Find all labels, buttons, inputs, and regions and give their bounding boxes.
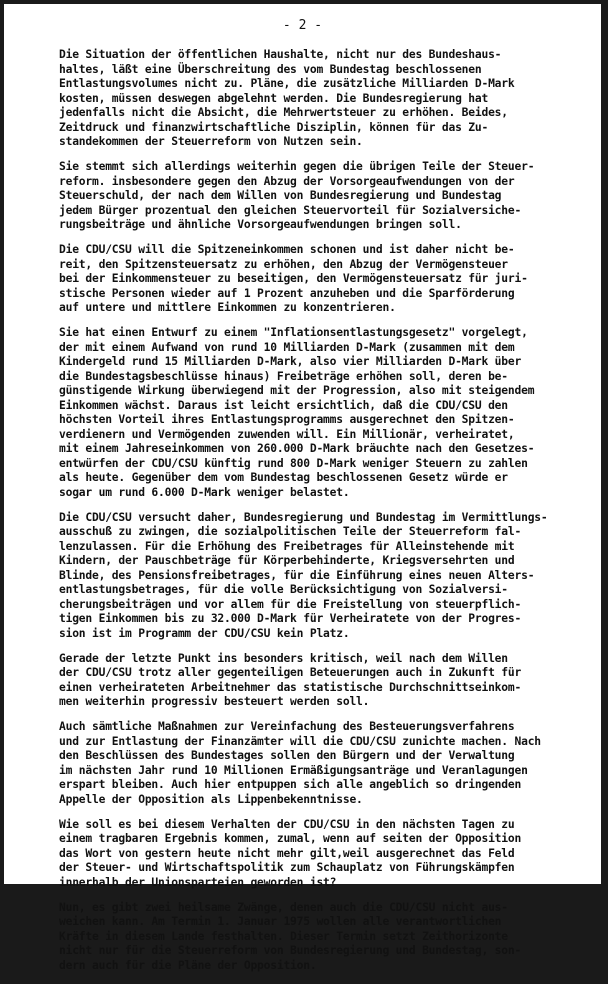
- text-line: und zur Entlastung der Finanzämter will die CDU/CSU zunichte machen. Nach: [59, 734, 541, 748]
- text-line: reform. insbesondere gegen den Abzug der Vorsorgeaufwendungen von der: [59, 174, 515, 188]
- text-line: Die CDU/CSU will die Spitzeneinkommen schonen und ist daher nicht be-: [59, 243, 515, 256]
- text-line: Zeitdruck und finanzwirtschaftliche Disziplin, können für das Zu-: [59, 120, 489, 134]
- text-line: Steuerschuld, der nach dem Willen von Bundesregierung und Bundestag: [59, 189, 502, 202]
- text-line: rungsbeiträge und ähnliche Vorsorgeaufwendungen bringen soll.: [59, 218, 462, 231]
- text-line: der CDU/CSU trotz aller gegenteiligen Beteuerungen auch in Zukunft für: [59, 666, 522, 679]
- text-line: Wie soll es bei diesem Verhalten der CDU/CSU in den nächsten Tagen zu: [59, 817, 515, 831]
- text-line: höchsten Vorteil ihres Entlastungsprogramms ausgerechnet den Spitzen-: [59, 413, 515, 426]
- paragraph: [59, 243, 579, 316]
- text-line: Die CDU/CSU versucht daher, Bundesregierung und Bundestag im Vermittlungs-: [59, 510, 548, 524]
- text-line: Nun, es gibt zwei heilsame Zwänge, denen auch die CDU/CSU nicht aus-: [59, 900, 508, 914]
- text-line: Kräfte in diesem Lande festhalten. Dieser Termin setzt Zeithorizonte: [59, 929, 508, 943]
- text-line: einem tragbaren Ergebnis kommen, zumal, wenn auf seiten der Opposition: [59, 832, 522, 845]
- text-line: lenzulassen. Für die Erhöhung des Freibetrages für Alleinstehende mit: [59, 539, 515, 553]
- text-line: Gerade der letzte Punkt ins besonders kritisch, weil nach dem Willen: [59, 651, 508, 665]
- text-line: Sie hat einen Entwurf zu einem "Inflationsentlastungsgesetz" vorgelegt,: [59, 326, 528, 339]
- page-number: - 2 -: [282, 18, 323, 33]
- text-line: im nächsten Jahr rund 10 Millionen Ermäßigungsanträge und Veranlagungen: [59, 763, 528, 777]
- text-line: Auch sämtliche Maßnahmen zur Vereinfachung des Besteuerungsverfahrens: [59, 720, 515, 733]
- paragraph: [59, 901, 579, 974]
- text-line: Entlastungsvolumes nicht zu. Pläne, die zusätzliche Milliarden D-Mark: [59, 77, 515, 90]
- paragraph: [59, 720, 579, 807]
- text-line: Einkommen wächst. Daraus ist leicht ersichtlich, daß die CDU/CSU den: [59, 398, 508, 412]
- text-line: bei der Einkommensteuer zu beseitigen, den Vermögensteuersatz für juri-: [59, 272, 528, 285]
- document-body: [59, 48, 579, 984]
- text-line: Blinde, des Pensionsfreibetrages, für die Einführung eines neuen Alters-: [59, 568, 535, 582]
- paragraph: [59, 652, 579, 710]
- text-line: mit einem Jahreseinkommen von 260.000 D-Mark bräuchte nach den Gesetzes-: [59, 442, 535, 455]
- text-line: sion ist im Programm der CDU/CSU kein Platz.: [59, 626, 350, 640]
- paragraph: [59, 511, 579, 642]
- text-line: stische Personen wieder auf 1 Prozent anzuheben und die Sparförderung: [59, 286, 515, 300]
- paragraph: [59, 326, 579, 500]
- text-line: günstigende Wirkung überwiegend mit der Progression, also mit steigendem: [59, 384, 535, 397]
- text-line: entwürfen der CDU/CSU künftig rund 800 D-Mark weniger Steuern zu zahlen: [59, 456, 528, 470]
- document-page: [4, 4, 601, 972]
- text-line: standekommen der Steuerreform von Nutzen sein.: [59, 135, 363, 148]
- text-line: jedenfalls nicht die Absicht, die Mehrwertsteuer zu erhöhen. Beides,: [59, 106, 508, 119]
- text-line: Sie stemmt sich allerdings weiterhin gegen die übrigen Teile der Steuer-: [59, 160, 535, 173]
- text-line: weichen kann. Am Termin 1. Januar 1975 wollen alle verantwortlichen: [59, 915, 502, 928]
- text-line: Appelle der Opposition als Lippenbekenntnisse.: [59, 792, 363, 806]
- text-line: tigen Einkommen bis zu 32.000 D-Mark für Verheiratete von der Progres-: [59, 612, 522, 625]
- text-line: Die Situation der öffentlichen Haushalte, nicht nur des Bundeshaus-: [59, 48, 502, 61]
- paragraph: [59, 818, 579, 891]
- text-line: Kindergeld rund 15 Milliarden D-Mark, also vier Milliarden D-Mark über: [59, 355, 522, 368]
- text-line: haltes, läßt eine Überschreitung des vom Bundestag beschlossenen: [59, 62, 482, 76]
- text-line: ausschuß zu zwingen, die sozialpolitischen Teile der Steuerreform fal-: [59, 525, 522, 538]
- text-line: entlastungsbetrages, für die volle Berücksichtigung von Sozialversi-: [59, 583, 508, 596]
- text-line: reit, den Spitzensteuersatz zu erhöhen, den Abzug der Vermögensteuer: [59, 257, 508, 271]
- text-line: sogar um rund 6.000 D-Mark weniger belastet.: [59, 485, 350, 499]
- text-line: als heute. Gegenüber dem vom Bundestag beschlossenen Gesetz würde er: [59, 471, 508, 484]
- text-line: der Steuer- und Wirtschaftspolitik zum Schauplatz von Führungskämpfen: [59, 861, 515, 874]
- text-line: erspart bleiben. Auch hier entpuppen sich alle angeblich so dringenden: [59, 778, 522, 791]
- text-line: der mit einem Aufwand von rund 10 Milliarden D-Mark (zusammen mit dem: [59, 340, 515, 354]
- text-line: nicht nur für die Steuerreform von Bundesregierung und Bundestag, son-: [59, 944, 522, 957]
- text-line: das Wort von gestern heute nicht mehr gilt,weil ausgerechnet das Feld: [59, 846, 515, 860]
- text-line: die Bundestagsbeschlüsse hinaus) Freibeträge erhöhen soll, deren be-: [59, 369, 508, 383]
- text-line: jedem Bürger prozentual den gleichen Steuervorteil für Sozialversiche-: [59, 203, 522, 217]
- text-line: men weiterhin progressiv besteuert werden soll.: [59, 695, 370, 708]
- text-line: auf untere und mittlere Einkommen zu konzentrieren.: [59, 301, 396, 314]
- text-line: cherungsbeiträgen und vor allem für die Freistellung von steuerpflich-: [59, 597, 522, 611]
- text-line: dern auch für die Pläne der Opposition.: [59, 958, 317, 972]
- text-line: verdienern und Vermögenden zuwenden will. Ein Millionär, verheiratet,: [59, 427, 515, 441]
- paragraph: [59, 160, 579, 233]
- text-line: Kindern, der Pauschbeträge für Körperbehinderte, Kriegsversehrten und: [59, 554, 515, 567]
- text-line: einen verheirateten Arbeitnehmer das statistische Durchschnittseinkom-: [59, 680, 522, 694]
- text-line: innerhalb der Unionsparteien geworden ist?: [59, 875, 337, 889]
- paragraph: [59, 48, 579, 150]
- text-line: den Beschlüssen des Bundestages sollen den Bürgern und der Verwaltung: [59, 749, 515, 762]
- text-line: kosten, müssen deswegen abgelehnt werden. Die Bundesregierung hat: [59, 91, 489, 105]
